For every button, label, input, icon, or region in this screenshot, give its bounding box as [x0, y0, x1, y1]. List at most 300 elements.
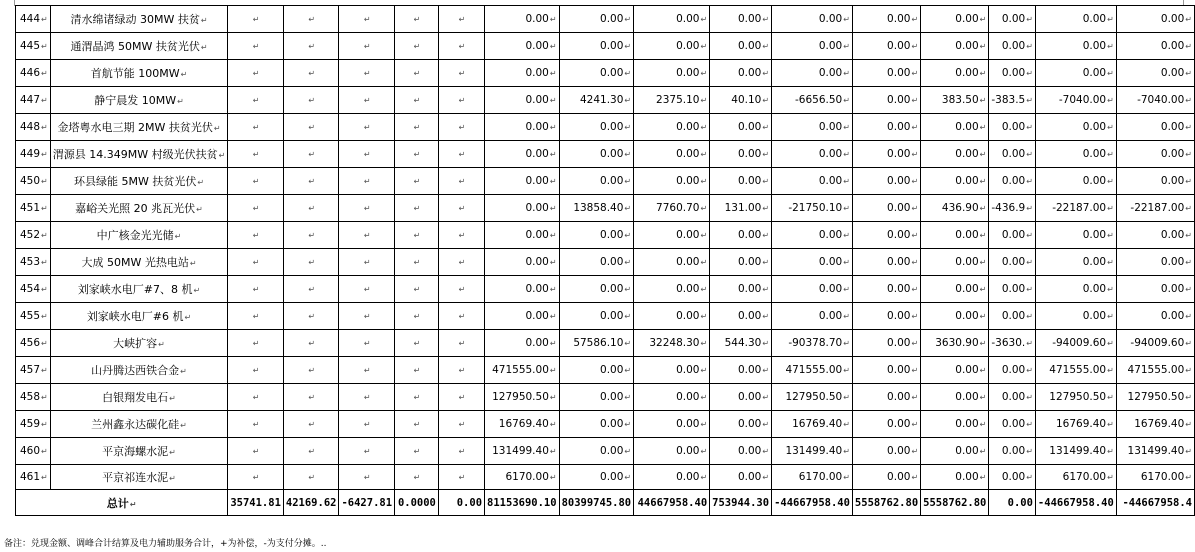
paragraph-mark-icon: ↵	[1107, 15, 1114, 24]
cell-value: 0.00	[955, 391, 979, 403]
paragraph-mark-icon: ↵	[1185, 231, 1192, 240]
paragraph-mark-icon: ↵	[979, 69, 987, 78]
cell-value: 0.00	[600, 310, 624, 322]
table-cell	[772, 6, 853, 33]
cell-value: 13858.40	[573, 202, 624, 214]
paragraph-mark-icon: ↵	[1026, 366, 1033, 375]
table-cell	[395, 276, 439, 303]
paragraph-mark-icon: ↵	[41, 366, 48, 375]
row-name	[50, 384, 228, 411]
table-cell	[634, 222, 710, 249]
table-cell	[228, 87, 284, 114]
paragraph-mark-icon: ↵	[1026, 339, 1033, 348]
cell-value: 0.00	[887, 471, 911, 483]
table-cell	[772, 438, 853, 465]
table-cell	[772, 222, 853, 249]
paragraph-mark-icon: ↵	[979, 420, 987, 429]
paragraph-mark-icon: ↵	[700, 447, 708, 456]
cell-value: 0.00	[887, 283, 911, 295]
paragraph-mark-icon: ↵	[911, 285, 919, 294]
table-cell	[1116, 438, 1194, 465]
cell-value: 0.00	[1160, 121, 1185, 133]
cell-value: -7040.00	[1137, 94, 1185, 106]
cell-value: 0.00	[676, 310, 700, 322]
table-cell	[438, 384, 484, 411]
paragraph-mark-icon: ↵	[1107, 447, 1114, 456]
paragraph-mark-icon: ↵	[843, 339, 850, 348]
total-cell	[710, 490, 772, 516]
paragraph-mark-icon: ↵	[549, 473, 557, 482]
table-cell	[283, 114, 339, 141]
paragraph-mark-icon: ↵	[911, 393, 919, 402]
table-cell	[710, 114, 772, 141]
paragraph-mark-icon: ↵	[363, 366, 371, 375]
paragraph-mark-icon: ↵	[843, 177, 850, 186]
paragraph-mark-icon: ↵	[911, 150, 919, 159]
paragraph-mark-icon: ↵	[911, 69, 919, 78]
cell-value: 0.00	[1082, 175, 1107, 187]
paragraph-mark-icon: ↵	[911, 420, 919, 429]
paragraph-mark-icon: ↵	[762, 312, 770, 321]
paragraph-mark-icon: ↵	[549, 393, 557, 402]
paragraph-mark-icon: ↵	[700, 123, 708, 132]
cell-value: 0.00	[1082, 67, 1107, 79]
row-index	[16, 222, 51, 249]
paragraph-mark-icon: ↵	[549, 69, 557, 78]
row-name-text: 山丹腾达西铁合金	[91, 364, 180, 377]
table-cell	[438, 438, 484, 465]
paragraph-mark-icon: ↵	[843, 258, 850, 267]
paragraph-mark-icon: ↵	[762, 177, 770, 186]
total-value: 753944.30	[712, 496, 770, 509]
cell-value: 0.00	[887, 418, 911, 430]
table-cell	[438, 303, 484, 330]
cell-value: 0.00	[1001, 40, 1026, 52]
table-cell	[438, 114, 484, 141]
cell-value: 0.00	[737, 310, 762, 322]
paragraph-mark-icon: ↵	[549, 420, 557, 429]
table-cell	[339, 222, 395, 249]
paragraph-mark-icon: ↵	[1026, 285, 1033, 294]
paragraph-mark-icon: ↵	[1107, 420, 1114, 429]
cell-value: 0.00	[1082, 121, 1107, 133]
table-cell	[485, 87, 560, 114]
cell-value: 0.00	[676, 229, 700, 241]
table-cell	[1035, 60, 1116, 87]
table-row	[16, 438, 1195, 465]
row-name-text: 嘉峪关光照 20 兆瓦光伏	[75, 202, 196, 215]
paragraph-mark-icon: ↵	[458, 96, 466, 105]
paragraph-mark-icon: ↵	[979, 393, 987, 402]
paragraph-mark-icon: ↵	[413, 447, 421, 456]
table-cell	[283, 438, 339, 465]
paragraph-mark-icon: ↵	[41, 285, 48, 294]
table-cell	[921, 168, 989, 195]
table-cell	[395, 411, 439, 438]
paragraph-mark-icon: ↵	[1107, 69, 1114, 78]
paragraph-mark-icon: ↵	[843, 312, 850, 321]
paragraph-mark-icon: ↵	[624, 447, 632, 456]
paragraph-mark-icon: ↵	[41, 339, 48, 348]
total-cell	[485, 490, 560, 516]
paragraph-mark-icon: ↵	[700, 312, 708, 321]
table-cell	[772, 114, 853, 141]
paragraph-mark-icon: ↵	[549, 447, 557, 456]
paragraph-mark-icon: ↵	[413, 339, 421, 348]
cell-value: 0.00	[600, 391, 624, 403]
table-cell	[1116, 357, 1194, 384]
paragraph-mark-icon: ↵	[308, 393, 316, 402]
cell-value: 32248.30	[649, 337, 700, 349]
paragraph-mark-icon: ↵	[308, 473, 316, 482]
table-cell	[710, 411, 772, 438]
row-index-text: 455	[20, 310, 41, 322]
paragraph-mark-icon: ↵	[762, 420, 770, 429]
paragraph-mark-icon: ↵	[413, 366, 421, 375]
paragraph-mark-icon: ↵	[1185, 258, 1192, 267]
paragraph-mark-icon: ↵	[843, 69, 850, 78]
paragraph-mark-icon: ↵	[218, 151, 226, 160]
paragraph-mark-icon: ↵	[413, 393, 421, 402]
paragraph-mark-icon: ↵	[624, 393, 632, 402]
table-cell	[339, 33, 395, 60]
table-cell	[710, 168, 772, 195]
table-cell	[1035, 168, 1116, 195]
paragraph-mark-icon: ↵	[1026, 96, 1033, 105]
table-cell	[989, 465, 1036, 490]
cell-value: 0.00	[1082, 148, 1107, 160]
row-name-text: 首航节能 100MW	[90, 67, 180, 80]
total-value: -6427.81	[341, 496, 393, 509]
total-cell	[438, 490, 484, 516]
paragraph-mark-icon: ↵	[700, 231, 708, 240]
paragraph-mark-icon: ↵	[363, 285, 371, 294]
table-cell	[395, 222, 439, 249]
total-value: -44667958.40	[1037, 496, 1114, 509]
paragraph-mark-icon: ↵	[1107, 231, 1114, 240]
total-cell	[989, 490, 1036, 516]
table-cell	[852, 87, 920, 114]
cell-value: 0.00	[887, 310, 911, 322]
paragraph-mark-icon: ↵	[979, 150, 987, 159]
paragraph-mark-icon: ↵	[1185, 339, 1192, 348]
cell-value: 0.00	[818, 121, 843, 133]
cell-value: 0.00	[525, 67, 549, 79]
table-cell	[852, 303, 920, 330]
paragraph-mark-icon: ↵	[363, 339, 371, 348]
paragraph-mark-icon: ↵	[458, 366, 466, 375]
paragraph-mark-icon: ↵	[413, 473, 421, 482]
table-cell	[228, 33, 284, 60]
table-cell	[559, 168, 634, 195]
table-cell	[395, 6, 439, 33]
table-cell	[395, 438, 439, 465]
table-cell	[710, 276, 772, 303]
paragraph-mark-icon: ↵	[979, 285, 987, 294]
row-name	[50, 195, 228, 222]
cell-value: 0.00	[525, 256, 549, 268]
paragraph-mark-icon: ↵	[41, 150, 48, 159]
cell-value: 0.00	[525, 229, 549, 241]
paragraph-mark-icon: ↵	[41, 258, 48, 267]
paragraph-mark-icon: ↵	[458, 285, 466, 294]
total-value: 35741.81	[230, 496, 281, 509]
paragraph-mark-icon: ↵	[363, 258, 371, 267]
cell-value: 16769.40	[1134, 418, 1185, 430]
paragraph-mark-icon: ↵	[843, 96, 850, 105]
table-cell	[710, 141, 772, 168]
cell-value: 0.00	[737, 40, 762, 52]
row-name	[50, 303, 228, 330]
paragraph-mark-icon: ↵	[413, 312, 421, 321]
cell-value: 0.00	[737, 121, 762, 133]
cell-value: 0.00	[887, 13, 911, 25]
paragraph-mark-icon: ↵	[624, 312, 632, 321]
table-cell	[1116, 168, 1194, 195]
table-cell	[339, 330, 395, 357]
total-value: 5558762.80	[923, 496, 987, 509]
paragraph-mark-icon: ↵	[458, 473, 466, 482]
cell-value: 0.00	[676, 283, 700, 295]
paragraph-mark-icon: ↵	[979, 473, 987, 482]
paragraph-mark-icon: ↵	[1107, 473, 1114, 482]
table-cell	[485, 114, 560, 141]
table-cell	[559, 357, 634, 384]
row-name-text: 兰州鑫永达碳化硅	[91, 418, 180, 431]
paragraph-mark-icon: ↵	[1185, 96, 1192, 105]
table-cell	[395, 465, 439, 490]
total-value: 0.00	[456, 496, 483, 509]
row-index	[16, 249, 51, 276]
table-cell	[559, 195, 634, 222]
paragraph-mark-icon: ↵	[911, 177, 919, 186]
paragraph-mark-icon: ↵	[458, 420, 466, 429]
table-cell	[989, 330, 1036, 357]
table-cell	[921, 330, 989, 357]
row-index-text: 461	[20, 471, 41, 483]
row-name-text: 大成 50MW 光热电站	[81, 256, 189, 269]
table-cell	[634, 141, 710, 168]
paragraph-mark-icon: ↵	[700, 15, 708, 24]
row-index	[16, 60, 51, 87]
table-cell	[989, 60, 1036, 87]
cell-value: 0.00	[600, 471, 624, 483]
row-name	[50, 87, 228, 114]
paragraph-mark-icon: ↵	[458, 258, 466, 267]
table-cell	[1035, 222, 1116, 249]
table-cell	[559, 33, 634, 60]
table-cell	[395, 87, 439, 114]
cell-value: 471555.00	[492, 364, 549, 376]
paragraph-mark-icon: ↵	[700, 177, 708, 186]
table-cell	[559, 6, 634, 33]
paragraph-mark-icon: ↵	[549, 177, 557, 186]
paragraph-mark-icon: ↵	[1185, 69, 1192, 78]
paragraph-mark-icon: ↵	[180, 70, 188, 79]
row-index-text: 460	[20, 445, 41, 457]
paragraph-mark-icon: ↵	[308, 258, 316, 267]
table-cell	[485, 168, 560, 195]
total-value: 5558762.80	[854, 496, 919, 509]
table-cell	[852, 6, 920, 33]
table-cell	[772, 168, 853, 195]
cell-value: 0.00	[955, 445, 979, 457]
table-cell	[921, 114, 989, 141]
cell-value: 131499.40	[785, 445, 843, 457]
paragraph-mark-icon: ↵	[41, 123, 48, 132]
table-cell	[395, 33, 439, 60]
row-name	[50, 411, 228, 438]
table-cell	[228, 465, 284, 490]
paragraph-mark-icon: ↵	[252, 231, 260, 240]
cell-value: 0.00	[1001, 445, 1026, 457]
cell-value: 0.00	[887, 40, 911, 52]
row-index	[16, 384, 51, 411]
paragraph-mark-icon: ↵	[169, 394, 176, 403]
table-cell	[228, 6, 284, 33]
table-cell	[339, 438, 395, 465]
cell-value: 0.00	[737, 391, 762, 403]
table-cell	[989, 87, 1036, 114]
paragraph-mark-icon: ↵	[252, 473, 260, 482]
cell-value: -383.5	[991, 94, 1026, 106]
paragraph-mark-icon: ↵	[843, 420, 850, 429]
table-cell	[989, 303, 1036, 330]
cell-value: 0.00	[676, 418, 700, 430]
cell-value: 0.00	[737, 418, 762, 430]
table-cell	[228, 249, 284, 276]
paragraph-mark-icon: ↵	[549, 258, 557, 267]
cell-value: 6170.00	[798, 471, 843, 483]
paragraph-mark-icon: ↵	[41, 15, 48, 24]
cell-value: 0.00	[955, 418, 979, 430]
table-cell	[772, 195, 853, 222]
cell-value: 4241.30	[580, 94, 624, 106]
paragraph-mark-icon: ↵	[549, 150, 557, 159]
paragraph-mark-icon: ↵	[458, 393, 466, 402]
total-value: -44667958.40	[774, 496, 850, 509]
paragraph-mark-icon: ↵	[1107, 177, 1114, 186]
cell-value: 0.00	[600, 364, 624, 376]
row-name-text: 渭源县 14.349MW 村级光伏扶贫	[52, 148, 218, 161]
table-cell	[1035, 195, 1116, 222]
table-cell	[1035, 87, 1116, 114]
cell-value: 0.00	[600, 67, 624, 79]
table-cell	[228, 168, 284, 195]
table-cell	[1035, 276, 1116, 303]
paragraph-mark-icon: ↵	[308, 366, 316, 375]
paragraph-mark-icon: ↵	[624, 69, 632, 78]
cell-value: 40.10	[731, 94, 762, 106]
paragraph-mark-icon: ↵	[762, 473, 770, 482]
cell-value: 0.00	[887, 229, 911, 241]
row-index-text: 444	[20, 13, 41, 25]
table-cell	[1035, 384, 1116, 411]
paragraph-mark-icon: ↵	[41, 447, 48, 456]
table-cell	[921, 141, 989, 168]
cell-value: 0.00	[1160, 148, 1185, 160]
paragraph-mark-icon: ↵	[308, 204, 316, 213]
paragraph-mark-icon: ↵	[1107, 204, 1114, 213]
cell-value: 0.00	[1001, 67, 1026, 79]
cell-value: 0.00	[1001, 283, 1026, 295]
row-index-text: 453	[20, 256, 41, 268]
paragraph-mark-icon: ↵	[1026, 231, 1033, 240]
paragraph-mark-icon: ↵	[549, 96, 557, 105]
paragraph-mark-icon: ↵	[1107, 285, 1114, 294]
cell-value: 0.00	[1001, 418, 1026, 430]
table-cell	[634, 384, 710, 411]
table-cell	[1116, 141, 1194, 168]
cell-value: 0.00	[955, 121, 979, 133]
paragraph-mark-icon: ↵	[1185, 42, 1192, 51]
cell-value: 16769.40	[792, 418, 843, 430]
table-cell	[395, 168, 439, 195]
paragraph-mark-icon: ↵	[1026, 312, 1033, 321]
table-cell	[438, 6, 484, 33]
paragraph-mark-icon: ↵	[41, 473, 48, 482]
table-cell	[710, 384, 772, 411]
table-cell	[710, 303, 772, 330]
table-cell	[852, 141, 920, 168]
paragraph-mark-icon: ↵	[1026, 420, 1033, 429]
paragraph-mark-icon: ↵	[762, 15, 770, 24]
table-cell	[634, 438, 710, 465]
table-cell	[1035, 330, 1116, 357]
paragraph-mark-icon: ↵	[979, 339, 987, 348]
paragraph-mark-icon: ↵	[700, 96, 708, 105]
cell-value: 0.00	[600, 229, 624, 241]
cell-value: 0.00	[1160, 13, 1185, 25]
paragraph-mark-icon: ↵	[762, 366, 770, 375]
paragraph-mark-icon: ↵	[1107, 312, 1114, 321]
table-cell	[283, 168, 339, 195]
paragraph-mark-icon: ↵	[1185, 447, 1192, 456]
paragraph-mark-icon: ↵	[549, 204, 557, 213]
total-value: 0.0000	[397, 496, 436, 509]
table-cell	[852, 195, 920, 222]
cell-value: -90378.70	[788, 337, 843, 349]
paragraph-mark-icon: ↵	[911, 258, 919, 267]
table-cell	[438, 465, 484, 490]
paragraph-mark-icon: ↵	[1107, 42, 1114, 51]
table-cell	[395, 249, 439, 276]
cell-value: 131499.40	[492, 445, 549, 457]
paragraph-mark-icon: ↵	[200, 43, 208, 52]
paragraph-mark-icon: ↵	[252, 312, 260, 321]
paragraph-mark-icon: ↵	[308, 177, 316, 186]
table-row	[16, 303, 1195, 330]
paragraph-mark-icon: ↵	[549, 231, 557, 240]
table-cell	[559, 141, 634, 168]
paragraph-mark-icon: ↵	[911, 204, 919, 213]
paragraph-mark-icon: ↵	[252, 420, 260, 429]
table-cell	[710, 222, 772, 249]
paragraph-mark-icon: ↵	[549, 123, 557, 132]
paragraph-mark-icon: ↵	[979, 15, 987, 24]
total-value: -44667958.4	[1122, 496, 1192, 509]
table-cell	[772, 276, 853, 303]
cell-value: -6656.50	[795, 94, 843, 106]
cell-value: 471555.00	[785, 364, 843, 376]
table-cell	[772, 384, 853, 411]
table-cell	[1116, 195, 1194, 222]
row-index	[16, 330, 51, 357]
table-cell	[1035, 33, 1116, 60]
paragraph-mark-icon: ↵	[979, 312, 987, 321]
cell-value: 0.00	[676, 471, 700, 483]
paragraph-mark-icon: ↵	[413, 204, 421, 213]
